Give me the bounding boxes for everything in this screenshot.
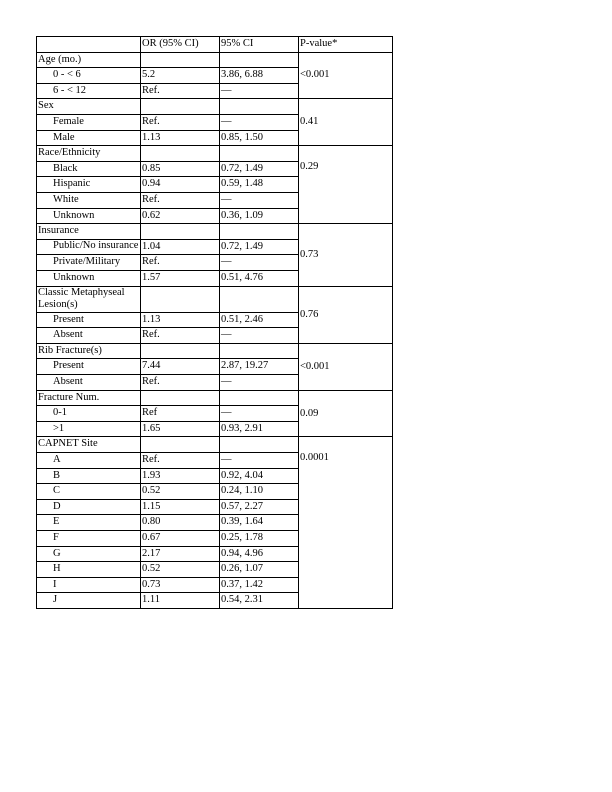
odds-ratio-cell: 5.2 bbox=[141, 68, 220, 84]
group-header-row bbox=[37, 99, 393, 115]
odds-ratio-cell: 0.85 bbox=[141, 161, 220, 177]
header-cell-or: OR (95% CI) bbox=[141, 37, 220, 53]
group-label: Rib Fracture(s) bbox=[37, 343, 141, 359]
empty-cell bbox=[220, 343, 299, 359]
odds-ratio-cell: 1.13 bbox=[141, 130, 220, 146]
group-header-row bbox=[37, 437, 393, 453]
category-cell: A bbox=[37, 453, 141, 469]
p-value-cell: 0.76 bbox=[299, 286, 393, 343]
ci-cell: 0.72, 1.49 bbox=[220, 239, 299, 255]
odds-ratio-cell: Ref. bbox=[141, 255, 220, 271]
odds-ratio-cell: Ref. bbox=[141, 453, 220, 469]
group-header-row bbox=[37, 224, 393, 240]
ci-cell: 0.72, 1.49 bbox=[220, 161, 299, 177]
ci-cell: 0.37, 1.42 bbox=[220, 577, 299, 593]
category-cell: Absent bbox=[37, 328, 141, 344]
group-header-row bbox=[37, 146, 393, 162]
odds-ratio-cell: 0.62 bbox=[141, 208, 220, 224]
header-cell-p-value: P-value* bbox=[299, 37, 393, 53]
odds-ratio-cell: 0.52 bbox=[141, 562, 220, 578]
odds-ratio-cell: 1.15 bbox=[141, 499, 220, 515]
ci-cell: — bbox=[220, 114, 299, 130]
ci-cell: 0.39, 1.64 bbox=[220, 515, 299, 531]
group-label: Race/Ethnicity bbox=[37, 146, 141, 162]
category-cell: C bbox=[37, 484, 141, 500]
odds-ratio-cell: Ref. bbox=[141, 192, 220, 208]
category-cell: G bbox=[37, 546, 141, 562]
odds-ratio-cell: 1.11 bbox=[141, 593, 220, 609]
ci-cell: — bbox=[220, 328, 299, 344]
group-header-row bbox=[37, 52, 393, 68]
odds-ratio-cell: 0.80 bbox=[141, 515, 220, 531]
table-body bbox=[37, 37, 393, 609]
odds-ratio-cell: 0.52 bbox=[141, 484, 220, 500]
category-cell: D bbox=[37, 499, 141, 515]
ci-cell: 0.59, 1.48 bbox=[220, 177, 299, 193]
empty-cell bbox=[220, 52, 299, 68]
ci-cell: — bbox=[220, 453, 299, 469]
odds-ratio-cell: 1.57 bbox=[141, 270, 220, 286]
odds-ratio-cell: 0.73 bbox=[141, 577, 220, 593]
category-cell: Unknown bbox=[37, 270, 141, 286]
header-cell-variable bbox=[37, 37, 141, 53]
category-cell: E bbox=[37, 515, 141, 531]
ci-cell: 0.93, 2.91 bbox=[220, 421, 299, 437]
empty-cell bbox=[220, 390, 299, 406]
ci-cell: — bbox=[220, 192, 299, 208]
ci-cell: 0.54, 2.31 bbox=[220, 593, 299, 609]
category-cell: Male bbox=[37, 130, 141, 146]
category-cell: Public/No insurance bbox=[37, 239, 141, 255]
header-cell-ci: 95% CI bbox=[220, 37, 299, 53]
p-value-cell: <0.001 bbox=[299, 343, 393, 390]
ci-cell: 0.26, 1.07 bbox=[220, 562, 299, 578]
odds-ratio-table bbox=[36, 36, 393, 609]
ci-cell: 0.24, 1.10 bbox=[220, 484, 299, 500]
odds-ratio-cell: 1.13 bbox=[141, 312, 220, 328]
empty-cell bbox=[141, 343, 220, 359]
ci-cell: — bbox=[220, 375, 299, 391]
category-cell: I bbox=[37, 577, 141, 593]
p-value-cell: 0.41 bbox=[299, 99, 393, 146]
odds-ratio-cell: Ref. bbox=[141, 375, 220, 391]
empty-cell bbox=[220, 286, 299, 312]
odds-ratio-cell: Ref. bbox=[141, 83, 220, 99]
ci-cell: 0.94, 4.96 bbox=[220, 546, 299, 562]
odds-ratio-cell: 0.67 bbox=[141, 531, 220, 547]
ci-cell: — bbox=[220, 255, 299, 271]
odds-ratio-cell: 2.17 bbox=[141, 546, 220, 562]
ci-cell: 2.87, 19.27 bbox=[220, 359, 299, 375]
category-cell: F bbox=[37, 531, 141, 547]
group-header-row bbox=[37, 390, 393, 406]
category-cell: 0-1 bbox=[37, 406, 141, 422]
ci-cell: 3.86, 6.88 bbox=[220, 68, 299, 84]
category-cell: >1 bbox=[37, 421, 141, 437]
group-label: Insurance bbox=[37, 224, 141, 240]
p-value-cell: <0.001 bbox=[299, 52, 393, 99]
empty-cell bbox=[141, 286, 220, 312]
empty-cell bbox=[141, 146, 220, 162]
ci-cell: 0.25, 1.78 bbox=[220, 531, 299, 547]
ci-cell: — bbox=[220, 83, 299, 99]
ci-cell: 0.57, 2.27 bbox=[220, 499, 299, 515]
group-header-row bbox=[37, 286, 393, 312]
empty-cell bbox=[141, 52, 220, 68]
empty-cell bbox=[141, 437, 220, 453]
odds-ratio-cell: Ref. bbox=[141, 114, 220, 130]
header-row bbox=[37, 37, 393, 53]
odds-ratio-cell: 1.93 bbox=[141, 468, 220, 484]
odds-ratio-cell: 7.44 bbox=[141, 359, 220, 375]
empty-cell bbox=[220, 437, 299, 453]
empty-cell bbox=[141, 224, 220, 240]
document-page bbox=[36, 36, 393, 609]
ci-cell: — bbox=[220, 406, 299, 422]
odds-ratio-cell: Ref bbox=[141, 406, 220, 422]
group-label: CAPNET Site bbox=[37, 437, 141, 453]
group-label: Fracture Num. bbox=[37, 390, 141, 406]
p-value-cell: 0.0001 bbox=[299, 437, 393, 609]
category-cell: B bbox=[37, 468, 141, 484]
empty-cell bbox=[220, 99, 299, 115]
category-cell: J bbox=[37, 593, 141, 609]
category-cell: 0 - < 6 bbox=[37, 68, 141, 84]
group-header-row bbox=[37, 343, 393, 359]
category-cell: H bbox=[37, 562, 141, 578]
empty-cell bbox=[220, 146, 299, 162]
odds-ratio-cell: 1.65 bbox=[141, 421, 220, 437]
empty-cell bbox=[141, 390, 220, 406]
odds-ratio-cell: Ref. bbox=[141, 328, 220, 344]
category-cell: 6 - < 12 bbox=[37, 83, 141, 99]
category-cell: Black bbox=[37, 161, 141, 177]
ci-cell: 0.92, 4.04 bbox=[220, 468, 299, 484]
odds-ratio-cell: 1.04 bbox=[141, 239, 220, 255]
empty-cell bbox=[220, 224, 299, 240]
group-label: Age (mo.) bbox=[37, 52, 141, 68]
category-cell: Female bbox=[37, 114, 141, 130]
category-cell: White bbox=[37, 192, 141, 208]
category-cell: Private/Military bbox=[37, 255, 141, 271]
group-label: Sex bbox=[37, 99, 141, 115]
ci-cell: 0.85, 1.50 bbox=[220, 130, 299, 146]
category-cell: Unknown bbox=[37, 208, 141, 224]
ci-cell: 0.51, 4.76 bbox=[220, 270, 299, 286]
p-value-cell: 0.09 bbox=[299, 390, 393, 437]
category-cell: Absent bbox=[37, 375, 141, 391]
category-cell: Present bbox=[37, 359, 141, 375]
p-value-cell: 0.73 bbox=[299, 224, 393, 286]
ci-cell: 0.36, 1.09 bbox=[220, 208, 299, 224]
p-value-cell: 0.29 bbox=[299, 146, 393, 224]
ci-cell: 0.51, 2.46 bbox=[220, 312, 299, 328]
group-label: Classic Metaphyseal Lesion(s) bbox=[37, 286, 141, 312]
odds-ratio-cell: 0.94 bbox=[141, 177, 220, 193]
category-cell: Present bbox=[37, 312, 141, 328]
category-cell: Hispanic bbox=[37, 177, 141, 193]
empty-cell bbox=[141, 99, 220, 115]
